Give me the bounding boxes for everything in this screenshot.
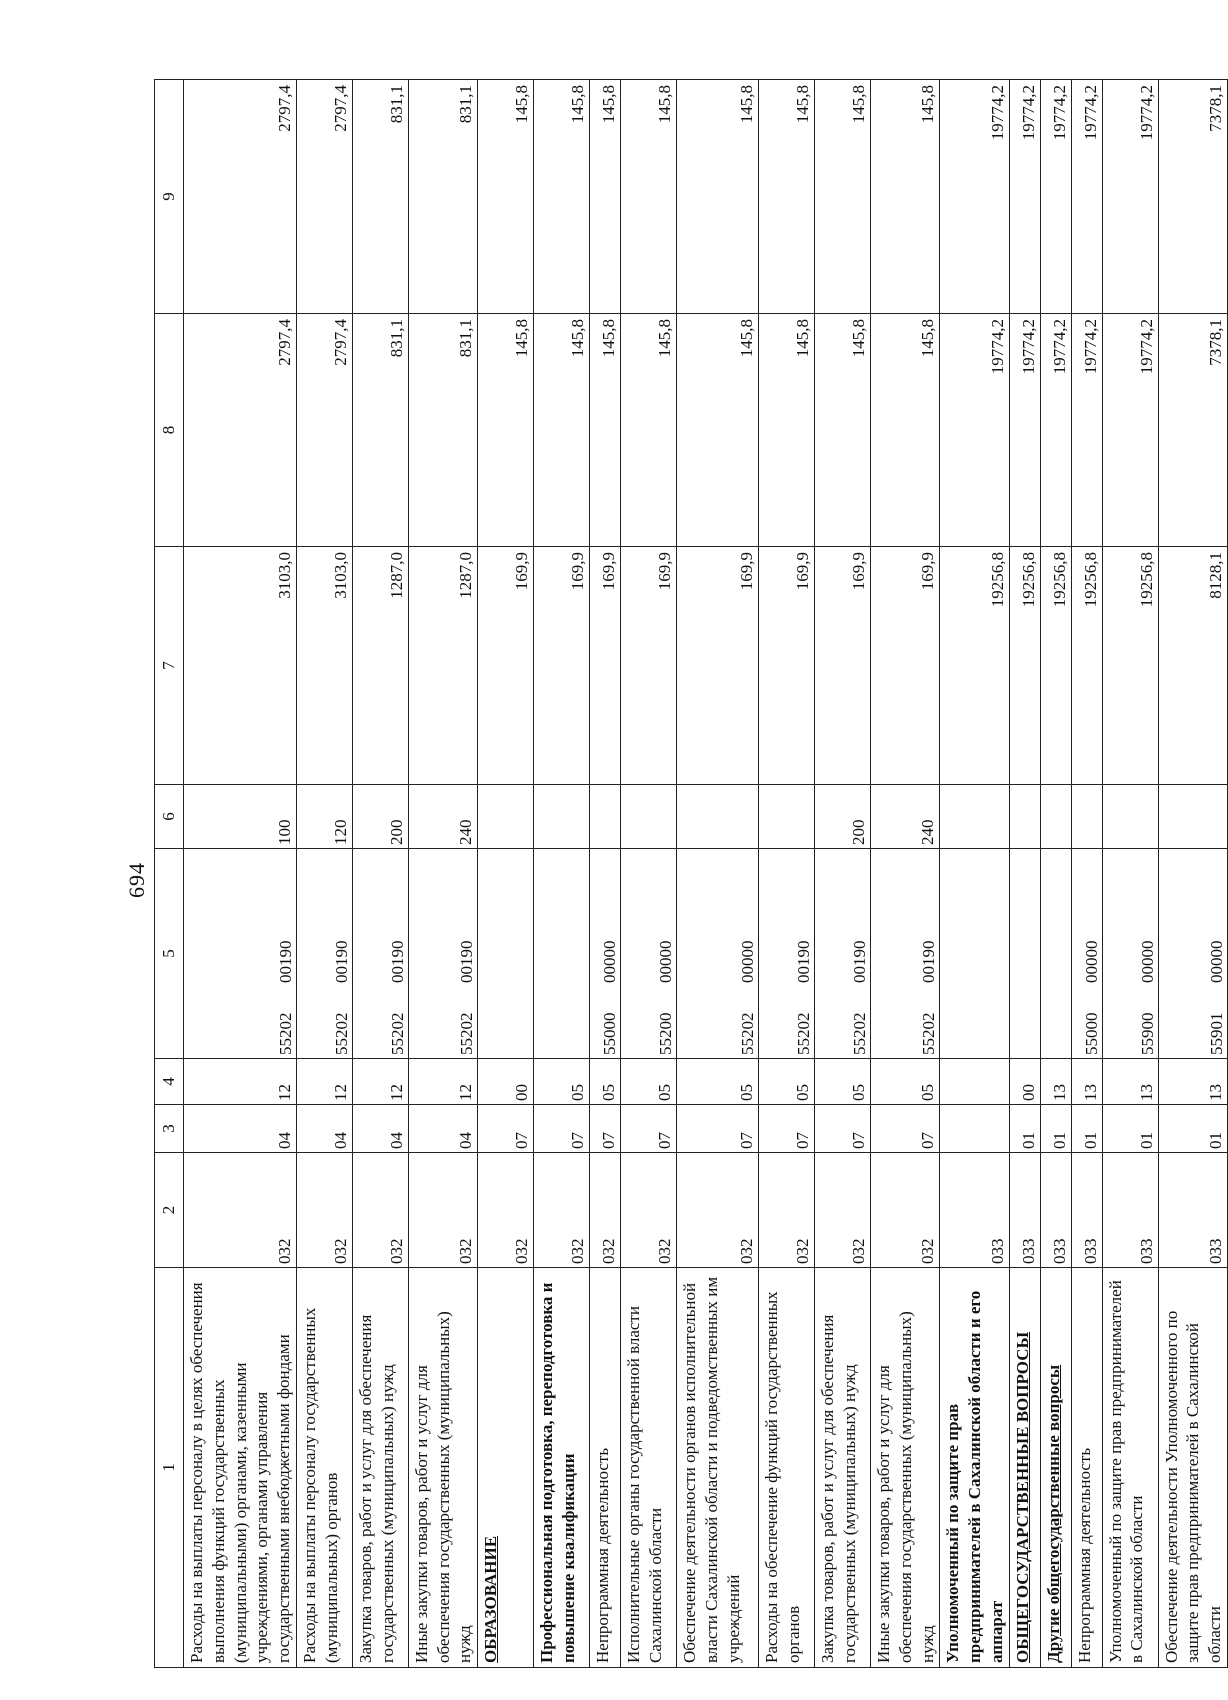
direction-code: 00190 <box>850 940 869 983</box>
table-row <box>590 80 621 1668</box>
amount-col-9: 831,1 <box>408 80 477 314</box>
department-code: 033 <box>1009 1153 1040 1268</box>
amount-col-7: 19256,8 <box>1071 547 1102 785</box>
amount-col-9: 145,8 <box>871 80 940 314</box>
direction-code: 00190 <box>457 940 476 983</box>
subsection-code: 05 <box>759 1059 815 1105</box>
subsection-code: 05 <box>677 1059 759 1105</box>
amount-col-8: 145,8 <box>590 314 621 547</box>
section-code: 01 <box>1040 1105 1071 1153</box>
amount-col-9: 145,8 <box>759 80 815 314</box>
direction-code: 00000 <box>1137 940 1157 983</box>
section-code: 07 <box>871 1105 940 1153</box>
table-row <box>352 80 408 1668</box>
expense-type-code <box>1040 785 1071 849</box>
department-code: 032 <box>621 1153 677 1268</box>
amount-col-9: 145,8 <box>590 80 621 314</box>
amount-col-8: 19774,2 <box>1040 314 1071 547</box>
column-header: 6 <box>155 785 184 849</box>
department-code: 032 <box>815 1153 871 1268</box>
department-code: 032 <box>871 1153 940 1268</box>
target-article-code <box>815 849 871 1059</box>
program-code: 55202 <box>919 1012 939 1055</box>
table-row <box>478 80 534 1668</box>
amount-col-7: 1287,0 <box>408 547 477 785</box>
subsection-code: 13 <box>1071 1059 1102 1105</box>
subsection-code: 12 <box>408 1059 477 1105</box>
amount-col-9: 145,8 <box>621 80 677 314</box>
department-code: 032 <box>352 1153 408 1268</box>
department-code: 033 <box>1158 1153 1227 1268</box>
expense-type-code: 120 <box>296 785 352 849</box>
amount-col-8: 831,1 <box>352 314 408 547</box>
program-code: 55000 <box>1081 1012 1101 1055</box>
amount-col-8: 2797,4 <box>296 314 352 547</box>
section-code: 01 <box>1009 1105 1040 1153</box>
department-code: 033 <box>1040 1153 1071 1268</box>
target-article-code <box>184 849 297 1059</box>
amount-col-9: 19774,2 <box>1040 80 1071 314</box>
target-article-code <box>590 849 621 1059</box>
row-name: Закупка товаров, работ и услуг для обеспечения государственных (муниципальных) нужд <box>352 1268 408 1668</box>
amount-col-8: 145,8 <box>534 314 590 547</box>
table-row <box>759 80 815 1668</box>
amount-col-8: 2797,4 <box>184 314 297 547</box>
amount-col-7: 169,9 <box>590 547 621 785</box>
program-code: 55202 <box>331 1012 351 1055</box>
table-row <box>408 80 477 1668</box>
program-code: 55202 <box>275 1012 295 1055</box>
table-row <box>940 80 1009 1668</box>
subsection-code: 13 <box>1158 1059 1227 1105</box>
amount-col-8: 145,8 <box>677 314 759 547</box>
amount-col-7: 169,9 <box>478 547 534 785</box>
direction-code: 00190 <box>331 940 351 983</box>
direction-code: 00000 <box>1081 940 1101 983</box>
section-code: 04 <box>352 1105 408 1153</box>
section-code: 01 <box>1158 1105 1227 1153</box>
subsection-code: 13 <box>1102 1059 1158 1105</box>
amount-col-8: 7378,1 <box>1158 314 1227 547</box>
header-row <box>155 80 184 1668</box>
expense-type-code: 240 <box>408 785 477 849</box>
target-article-code <box>408 849 477 1059</box>
target-article-code <box>534 849 590 1059</box>
target-article-code <box>1158 849 1227 1059</box>
section-code: 07 <box>478 1105 534 1153</box>
department-code: 032 <box>478 1153 534 1268</box>
row-name: ОБРАЗОВАНИЕ <box>478 1268 534 1668</box>
amount-col-7: 19256,8 <box>940 547 1009 785</box>
expense-type-code: 100 <box>184 785 297 849</box>
row-name: Уполномоченный по защите прав предпринимателей в Сахалинской области и его аппарат <box>940 1268 1009 1668</box>
table-row <box>1009 80 1040 1668</box>
document-page <box>122 80 1226 1668</box>
target-article-code <box>296 849 352 1059</box>
column-header: 7 <box>155 547 184 785</box>
section-code: 04 <box>296 1105 352 1153</box>
direction-code: 00190 <box>275 940 295 983</box>
row-name: Профессиональная подготовка, переподготовка и повышение квалификации <box>534 1268 590 1668</box>
amount-col-9: 19774,2 <box>1071 80 1102 314</box>
subsection-code: 05 <box>815 1059 871 1105</box>
target-article-code <box>621 849 677 1059</box>
subsection-code: 05 <box>871 1059 940 1105</box>
expense-type-code: 200 <box>352 785 408 849</box>
amount-col-7: 19256,8 <box>1009 547 1040 785</box>
amount-col-8: 145,8 <box>815 314 871 547</box>
table-row <box>1040 80 1071 1668</box>
target-article-code <box>1102 849 1158 1059</box>
column-header: 1 <box>155 1268 184 1668</box>
expense-type-code <box>677 785 759 849</box>
section-code: 07 <box>677 1105 759 1153</box>
amount-col-7: 169,9 <box>677 547 759 785</box>
section-code: 01 <box>1071 1105 1102 1153</box>
row-name: Расходы на выплаты персоналу в целях обеспечения выполнения функций государственных (муниципальными) органами, казенными учреждениями, органами управления государственными внебюджетными фондами <box>184 1268 297 1668</box>
subsection-code: 00 <box>478 1059 534 1105</box>
expense-type-code <box>1009 785 1040 849</box>
program-code: 55202 <box>738 1012 757 1055</box>
department-code: 033 <box>1102 1153 1158 1268</box>
expense-type-code <box>1102 785 1158 849</box>
target-article-code <box>940 849 1009 1059</box>
department-code: 032 <box>759 1153 815 1268</box>
row-name: Закупка товаров, работ и услуг для обеспечения государственных (муниципальных) нужд <box>815 1268 871 1668</box>
amount-col-7: 169,9 <box>759 547 815 785</box>
table-row <box>1158 80 1227 1668</box>
direction-code: 00190 <box>919 940 939 983</box>
column-header: 2 <box>155 1153 184 1268</box>
expense-type-code <box>621 785 677 849</box>
amount-col-8: 19774,2 <box>1102 314 1158 547</box>
table-row <box>1071 80 1102 1668</box>
row-name: Обеспечение деятельности Уполномоченного по защите прав предпринимателей в Сахалинской области <box>1158 1268 1227 1668</box>
subsection-code: 12 <box>352 1059 408 1105</box>
program-code: 55200 <box>656 1012 675 1055</box>
amount-col-9: 145,8 <box>815 80 871 314</box>
amount-col-7: 169,9 <box>871 547 940 785</box>
section-code: 04 <box>408 1105 477 1153</box>
department-code: 032 <box>184 1153 297 1268</box>
department-code: 033 <box>940 1153 1009 1268</box>
expense-type-code: 200 <box>815 785 871 849</box>
section-code: 07 <box>534 1105 590 1153</box>
program-code: 55202 <box>850 1012 869 1055</box>
amount-col-9: 831,1 <box>352 80 408 314</box>
direction-code: 00000 <box>656 940 675 983</box>
expense-type-code <box>940 785 1009 849</box>
subsection-code: 13 <box>1040 1059 1071 1105</box>
column-header: 3 <box>155 1105 184 1153</box>
table-row <box>296 80 352 1668</box>
program-code: 55900 <box>1137 1012 1157 1055</box>
row-name: Расходы на выплаты персоналу государственных (муниципальных) органов <box>296 1268 352 1668</box>
amount-col-9: 2797,4 <box>184 80 297 314</box>
expense-type-code <box>759 785 815 849</box>
amount-col-9: 19774,2 <box>1009 80 1040 314</box>
subsection-code: 05 <box>621 1059 677 1105</box>
amount-col-7: 3103,0 <box>296 547 352 785</box>
amount-col-9: 145,8 <box>534 80 590 314</box>
page-number: 694 <box>124 862 149 898</box>
amount-col-7: 19256,8 <box>1102 547 1158 785</box>
table-row <box>871 80 940 1668</box>
expense-type-code <box>534 785 590 849</box>
row-name: Непрограммная деятельность <box>1071 1268 1102 1668</box>
amount-col-8: 145,8 <box>478 314 534 547</box>
department-code: 032 <box>408 1153 477 1268</box>
column-header: 4 <box>155 1059 184 1105</box>
target-article-code <box>677 849 759 1059</box>
expense-type-code: 240 <box>871 785 940 849</box>
section-code: 07 <box>815 1105 871 1153</box>
department-code: 033 <box>1071 1153 1102 1268</box>
row-name: Обеспечение деятельности органов исполнительной власти Сахалинской области и подведомственных им учреждений <box>677 1268 759 1668</box>
table-row <box>815 80 871 1668</box>
direction-code: 00190 <box>794 940 813 983</box>
amount-col-7: 169,9 <box>815 547 871 785</box>
target-article-code <box>352 849 408 1059</box>
target-article-code <box>1071 849 1102 1059</box>
table-row <box>621 80 677 1668</box>
amount-col-7: 169,9 <box>621 547 677 785</box>
row-name: Уполномоченный по защите прав предпринимателей в Сахалинской области <box>1102 1268 1158 1668</box>
amount-col-9: 2797,4 <box>296 80 352 314</box>
section-code: 04 <box>184 1105 297 1153</box>
row-name: ОБЩЕГОСУДАРСТВЕННЫЕ ВОПРОСЫ <box>1009 1268 1040 1668</box>
direction-code: 00000 <box>600 940 619 983</box>
subsection-code: 05 <box>534 1059 590 1105</box>
row-name: Иные закупки товаров, работ и услуг для обеспечения государственных (муниципальных) нужд <box>408 1268 477 1668</box>
table-row <box>534 80 590 1668</box>
subsection-code: 05 <box>590 1059 621 1105</box>
amount-col-9: 145,8 <box>478 80 534 314</box>
target-article-code <box>1040 849 1071 1059</box>
target-article-code <box>871 849 940 1059</box>
expense-type-code <box>1158 785 1227 849</box>
direction-code: 00000 <box>738 940 757 983</box>
row-name: Исполнительные органы государственной власти Сахалинской области <box>621 1268 677 1668</box>
section-code: 01 <box>1102 1105 1158 1153</box>
program-code: 55202 <box>457 1012 476 1055</box>
program-code: 55000 <box>600 1012 619 1055</box>
amount-col-8: 19774,2 <box>1071 314 1102 547</box>
direction-code: 00190 <box>387 940 407 983</box>
department-code: 032 <box>296 1153 352 1268</box>
amount-col-9: 145,8 <box>677 80 759 314</box>
expense-type-code <box>1071 785 1102 849</box>
expense-type-code <box>590 785 621 849</box>
section-code: 07 <box>759 1105 815 1153</box>
expense-type-code <box>478 785 534 849</box>
amount-col-9: 7378,1 <box>1158 80 1227 314</box>
section-code: 07 <box>621 1105 677 1153</box>
column-header: 8 <box>155 314 184 547</box>
column-header: 9 <box>155 80 184 314</box>
amount-col-8: 19774,2 <box>940 314 1009 547</box>
department-code: 032 <box>677 1153 759 1268</box>
amount-col-8: 145,8 <box>759 314 815 547</box>
budget-table <box>154 79 1228 1668</box>
amount-col-8: 145,8 <box>871 314 940 547</box>
direction-code: 00000 <box>1206 940 1226 983</box>
section-code <box>940 1105 1009 1153</box>
amount-col-9: 19774,2 <box>1102 80 1158 314</box>
target-article-code <box>759 849 815 1059</box>
row-name: Непрограммная деятельность <box>590 1268 621 1668</box>
section-code: 07 <box>590 1105 621 1153</box>
column-header: 5 <box>155 849 184 1059</box>
department-code: 032 <box>534 1153 590 1268</box>
amount-col-8: 831,1 <box>408 314 477 547</box>
amount-col-7: 1287,0 <box>352 547 408 785</box>
amount-col-7: 8128,1 <box>1158 547 1227 785</box>
table-row <box>184 80 297 1668</box>
amount-col-7: 3103,0 <box>184 547 297 785</box>
subsection-code: 00 <box>1009 1059 1040 1105</box>
row-name: Иные закупки товаров, работ и услуг для обеспечения государственных (муниципальных) нужд <box>871 1268 940 1668</box>
amount-col-8: 145,8 <box>621 314 677 547</box>
amount-col-7: 169,9 <box>534 547 590 785</box>
program-code: 55202 <box>794 1012 813 1055</box>
row-name: Расходы на обеспечение функций государственных органов <box>759 1268 815 1668</box>
subsection-code <box>940 1059 1009 1105</box>
subsection-code: 12 <box>296 1059 352 1105</box>
row-name: Другие общегосударственные вопросы <box>1040 1268 1071 1668</box>
table-row <box>677 80 759 1668</box>
target-article-code <box>1009 849 1040 1059</box>
subsection-code: 12 <box>184 1059 297 1105</box>
department-code: 032 <box>590 1153 621 1268</box>
amount-col-8: 19774,2 <box>1009 314 1040 547</box>
table-row <box>1102 80 1158 1668</box>
amount-col-7: 19256,8 <box>1040 547 1071 785</box>
program-code: 55901 <box>1206 1012 1226 1055</box>
amount-col-9: 19774,2 <box>940 80 1009 314</box>
program-code: 55202 <box>387 1012 407 1055</box>
target-article-code <box>478 849 534 1059</box>
